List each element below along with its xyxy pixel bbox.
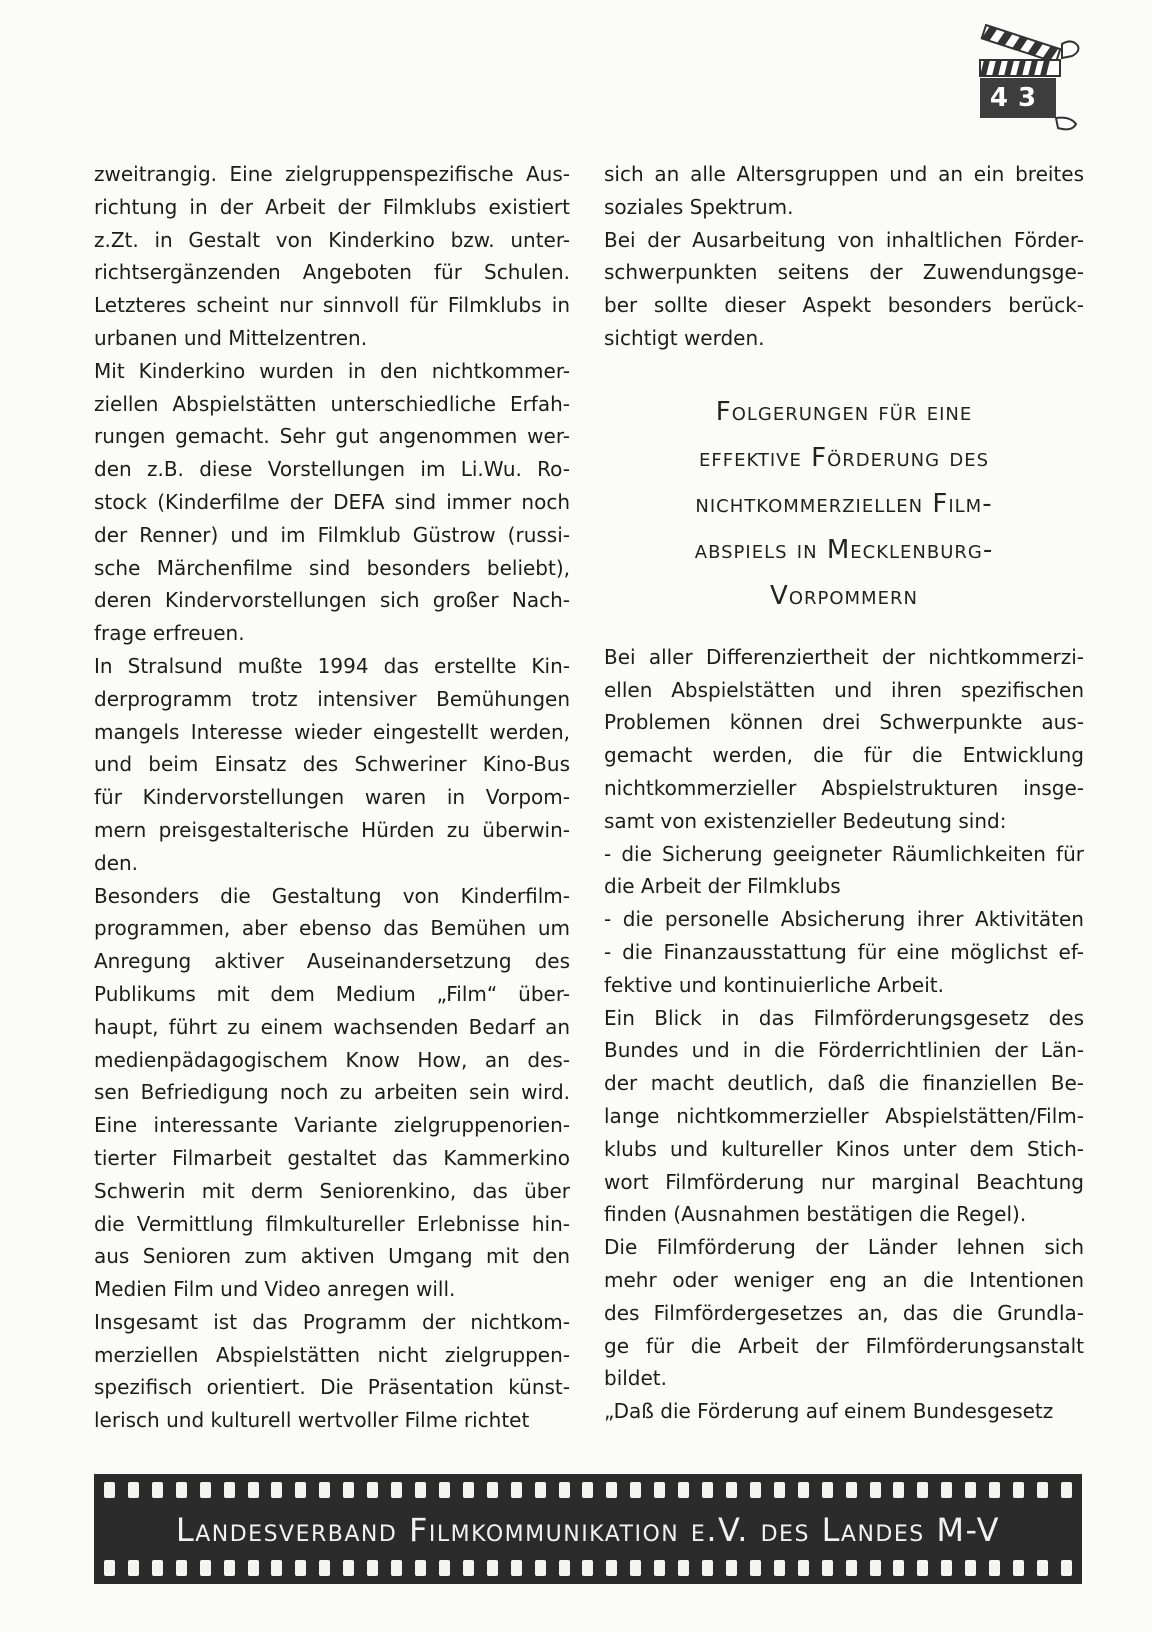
text-line: - die personelle Absicherung ihrer Aktivitäten: [604, 907, 1084, 932]
text-line: klubs und kultureller Kinos unter dem Stich-: [604, 1136, 1084, 1161]
film-hole: [343, 1560, 354, 1576]
text-line: derprogramm trotz intensiver Bemühungen: [94, 686, 570, 711]
footer-film-strip: [94, 1474, 1082, 1584]
text-line: ziellen Abspielstätten unterschiedliche Erfah-: [94, 391, 570, 416]
film-hole: [439, 1560, 450, 1576]
text-line: sichtigt werden.: [604, 325, 765, 350]
film-hole: [870, 1560, 881, 1576]
film-hole: [224, 1560, 235, 1576]
text-line: Besonders die Gestaltung von Kinderfilm-: [94, 883, 570, 908]
text-line: ge für die Arbeit der Filmförderungsanstalt: [604, 1333, 1084, 1358]
text-line: deren Kindervorstellungen sich großer Nach-: [94, 588, 570, 613]
text-line: - die Sicherung geeigneter Räumlichkeiten für: [604, 841, 1084, 866]
film-hole: [678, 1560, 689, 1576]
film-hole: [271, 1560, 282, 1576]
film-hole: [822, 1560, 833, 1576]
film-hole: [1013, 1560, 1024, 1576]
film-hole: [391, 1560, 402, 1576]
film-hole: [893, 1482, 904, 1498]
film-hole: [535, 1482, 546, 1498]
film-hole: [965, 1560, 976, 1576]
text-line: frage erfreuen.: [94, 621, 245, 646]
film-hole: [798, 1482, 809, 1498]
film-hole: [846, 1560, 857, 1576]
film-hole: [271, 1482, 282, 1498]
footer-title: Landesverband Filmkommunikation e.V. des Landes M-V: [175, 1511, 1001, 1549]
heading-line: Vorpommern: [770, 580, 918, 611]
text-line: der Renner) und im Filmklub Güstrow (russi-: [94, 522, 570, 547]
text-line: sche Märchenfilme sind besonders beliebt),: [94, 555, 570, 580]
film-hole: [439, 1482, 450, 1498]
film-hole: [702, 1482, 713, 1498]
text-line: Publikums mit dem Medium „Film“ über-: [94, 981, 570, 1006]
film-hole: [128, 1482, 139, 1498]
film-hole: [200, 1560, 211, 1576]
film-hole: [1061, 1560, 1072, 1576]
heading-line: nichtkommerziellen Film-: [695, 488, 993, 519]
film-hole: [630, 1482, 641, 1498]
film-hole: [582, 1560, 593, 1576]
text-line: mern preisgestalterische Hürden zu überwin-: [94, 817, 570, 842]
text-line: und beim Einsatz des Schweriner Kino-Bus: [94, 752, 570, 777]
film-hole: [224, 1482, 235, 1498]
film-hole: [367, 1482, 378, 1498]
text-line: Ein Blick in das Filmförderungsgesetz des: [604, 1005, 1084, 1030]
text-line: aus Senioren zum aktiven Umgang mit den: [94, 1244, 570, 1269]
film-hole: [750, 1560, 761, 1576]
film-hole: [128, 1560, 139, 1576]
text-line: Mit Kinderkino wurden in den nichtkommer-: [94, 358, 570, 383]
film-hole: [367, 1560, 378, 1576]
film-hole: [295, 1560, 306, 1576]
text-line: soziales Spektrum.: [604, 194, 794, 219]
text-line: ber sollte dieser Aspekt besonders berück-: [604, 293, 1084, 318]
text-line: finden (Ausnahmen bestätigen die Regel).: [604, 1202, 1027, 1227]
film-hole: [463, 1482, 474, 1498]
film-hole: [630, 1560, 641, 1576]
text-line: bildet.: [604, 1366, 668, 1391]
film-hole: [487, 1482, 498, 1498]
text-line: Bei der Ausarbeitung von inhaltlichen Förder-: [604, 227, 1084, 252]
film-hole: [654, 1560, 665, 1576]
film-hole: [702, 1560, 713, 1576]
film-hole: [415, 1560, 426, 1576]
text-line: Eine interessante Variante zielgruppenorien-: [94, 1113, 570, 1138]
text-line: schwerpunkten seitens der Zuwendungsge-: [604, 260, 1084, 285]
film-hole: [774, 1560, 785, 1576]
text-line: Insgesamt ist das Programm der nichtkom-: [94, 1309, 570, 1334]
text-line: Bundes und in die Förderrichtlinien der Län-: [604, 1038, 1084, 1063]
film-hole: [415, 1482, 426, 1498]
text-line: - die Finanzausstattung für eine möglichst ef-: [604, 939, 1084, 964]
text-line: mehr oder weniger eng an die Intentionen: [604, 1267, 1084, 1292]
film-hole: [248, 1560, 259, 1576]
text-line: nichtkommerzieller Abspielstrukturen insge-: [604, 775, 1084, 800]
text-line: Schwerin mit derm Seniorenkino, das über: [94, 1178, 570, 1203]
film-hole: [1013, 1482, 1024, 1498]
film-hole: [846, 1482, 857, 1498]
heading-line: abspiels in Mecklenburg-: [694, 534, 994, 565]
text-line: tierter Filmarbeit gestaltet das Kammerkino: [94, 1145, 570, 1170]
text-line: für Kindervorstellungen waren in Vorpom-: [94, 785, 570, 810]
film-hole: [893, 1560, 904, 1576]
film-hole: [798, 1560, 809, 1576]
film-hole: [1037, 1482, 1048, 1498]
text-line: haupt, führt zu einem wachsenden Bedarf an: [94, 1014, 570, 1039]
page-number: 43: [980, 78, 1056, 118]
text-line: ellen Abspielstätten und ihren spezifischen: [604, 677, 1084, 702]
film-hole: [319, 1560, 330, 1576]
right-column: [604, 158, 1084, 1428]
film-hole: [726, 1482, 737, 1498]
text-line: den.: [94, 850, 139, 875]
film-hole: [606, 1560, 617, 1576]
text-line: fektive und kontinuierliche Arbeit.: [604, 972, 944, 997]
film-hole: [606, 1482, 617, 1498]
text-line: merziellen Abspielstätten nicht zielgruppen-: [94, 1342, 570, 1367]
film-hole: [989, 1482, 1000, 1498]
film-hole: [654, 1482, 665, 1498]
text-line: z.Zt. in Gestalt von Kinderkino bzw. unter-: [94, 227, 570, 252]
film-hole: [200, 1482, 211, 1498]
text-line: stock (Kinderfilme der DEFA sind immer noch: [94, 489, 570, 514]
text-line: mangels Interesse wieder eingestellt werden,: [94, 719, 570, 744]
text-line: rungen gemacht. Sehr gut angenommen wer-: [94, 424, 570, 449]
film-hole: [917, 1482, 928, 1498]
text-line: der macht deutlich, daß die finanziellen Be-: [604, 1071, 1084, 1096]
film-hole: [295, 1482, 306, 1498]
text-line: zweitrangig. Eine zielgruppenspezifische Aus-: [94, 162, 570, 186]
film-hole: [774, 1482, 785, 1498]
text-line: samt von existenzieller Bedeutung sind:: [604, 808, 1007, 833]
text-line: programmen, aber ebenso das Bemühen um: [94, 916, 570, 941]
text-line: sich an alle Altersgruppen und an ein breites: [604, 162, 1084, 186]
film-hole: [319, 1482, 330, 1498]
film-hole: [559, 1560, 570, 1576]
text-line: Medien Film und Video anregen will.: [94, 1277, 456, 1302]
text-line: „Daß die Förderung auf einem Bundesgesetz: [604, 1399, 1054, 1424]
film-hole: [1037, 1560, 1048, 1576]
film-hole: [870, 1482, 881, 1498]
film-perforation-bottom: [104, 1560, 1072, 1576]
film-hole: [941, 1560, 952, 1576]
film-hole: [391, 1482, 402, 1498]
film-hole: [559, 1482, 570, 1498]
text-line: des Filmfördergesetzes an, das die Grundla-: [604, 1300, 1084, 1325]
film-hole: [989, 1560, 1000, 1576]
film-hole: [104, 1482, 115, 1498]
text-line: Die Filmförderung der Länder lehnen sich: [604, 1235, 1084, 1260]
film-hole: [535, 1560, 546, 1576]
text-line: lerisch und kulturell wertvoller Filme richtet: [94, 1408, 530, 1433]
text-line: gemacht werden, die für die Entwicklung: [604, 743, 1084, 768]
film-hole: [511, 1482, 522, 1498]
text-line: die Vermittlung filmkultureller Erlebnisse hin-: [94, 1211, 570, 1236]
film-hole: [511, 1560, 522, 1576]
text-line: Problemen können drei Schwerpunkte aus-: [604, 710, 1084, 735]
film-hole: [463, 1560, 474, 1576]
section-heading: [604, 389, 1084, 619]
film-hole: [487, 1560, 498, 1576]
film-hole: [152, 1560, 163, 1576]
film-hole: [965, 1482, 976, 1498]
text-line: Anregung aktiver Auseinandersetzung des: [94, 949, 570, 974]
heading-line: Folgerungen für eine: [715, 396, 973, 427]
text-line: wort Filmförderung nur marginal Beachtung: [604, 1169, 1084, 1194]
film-hole: [248, 1482, 259, 1498]
right-column-intro: [604, 158, 1084, 355]
film-perforation-top: [104, 1482, 1072, 1498]
film-hole: [176, 1482, 187, 1498]
text-line: lange nichtkommerzieller Abspielstätten/Film-: [604, 1103, 1084, 1128]
text-line: die Arbeit der Filmklubs: [604, 874, 841, 899]
text-line: spezifisch orientiert. Die Präsentation künst-: [94, 1375, 570, 1400]
text-line: urbanen und Mittelzentren.: [94, 325, 368, 350]
film-hole: [726, 1560, 737, 1576]
film-hole: [678, 1482, 689, 1498]
film-hole: [176, 1560, 187, 1576]
text-line: sen Befriedigung noch zu arbeiten sein wird.: [94, 1080, 570, 1105]
film-hole: [152, 1482, 163, 1498]
page-number-badge: [978, 18, 1084, 140]
film-hole: [941, 1482, 952, 1498]
left-column: [94, 158, 570, 1437]
film-hole: [750, 1482, 761, 1498]
film-hole: [343, 1482, 354, 1498]
heading-line: effektive Förderung des: [699, 442, 989, 473]
film-hole: [822, 1482, 833, 1498]
right-column-body: [604, 641, 1084, 1428]
text-line: In Stralsund mußte 1994 das erstellte Kin-: [94, 653, 570, 678]
film-hole: [1061, 1482, 1072, 1498]
text-line: den z.B. diese Vorstellungen im Li.Wu. Ro-: [94, 457, 570, 482]
film-hole: [917, 1560, 928, 1576]
film-hole: [104, 1560, 115, 1576]
text-line: Letzteres scheint nur sinnvoll für Filmklubs in: [94, 293, 570, 318]
text-line: richtung in der Arbeit der Filmklubs existiert: [94, 194, 570, 219]
text-line: Bei aller Differenziertheit der nichtkommerzi-: [604, 644, 1084, 669]
text-line: medienpädagogischem Know How, an des-: [94, 1047, 570, 1072]
film-hole: [582, 1482, 593, 1498]
text-line: richtsergänzenden Angeboten für Schulen.: [94, 260, 570, 285]
